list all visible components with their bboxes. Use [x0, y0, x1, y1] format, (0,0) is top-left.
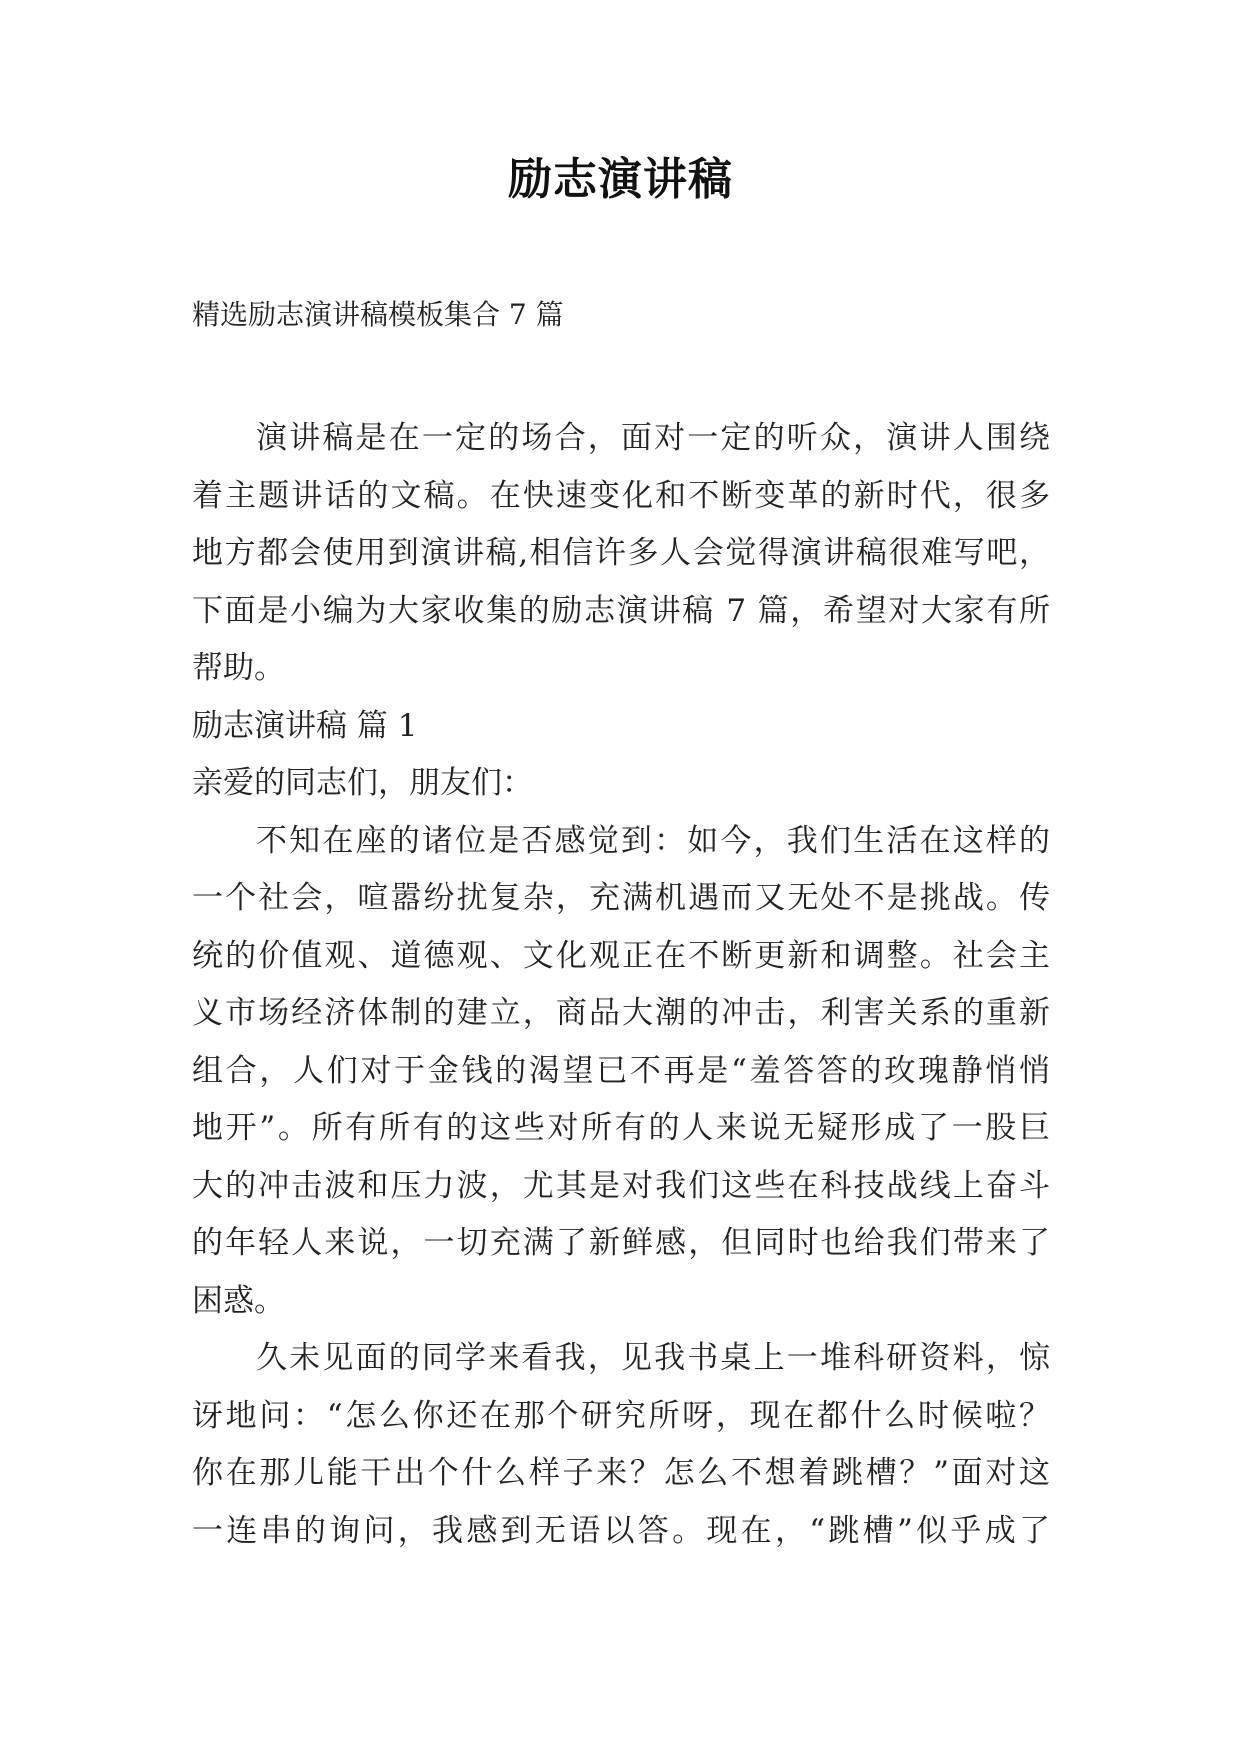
document-body — [192, 410, 1050, 1560]
body-line: 讶地问：“怎么你还在那个研究所呀，现在都什么时候啦？ — [192, 1397, 1050, 1434]
body-line: 着主题讲话的文稿。在快速变化和不断变革的新时代，很多 — [192, 477, 1050, 514]
body-line: 久未见面的同学来看我，见我书桌上一堆科研资料，惊 — [256, 1340, 1050, 1376]
body-line: 的年轻人来说，一切充满了新鲜感，但同时也给我们带来了 — [192, 1225, 1050, 1261]
body-line: 困惑。 — [192, 1282, 285, 1319]
document-title: 励志演讲稿 — [508, 154, 733, 205]
body-line: 不知在座的诸位是否感觉到：如今，我们生活在这样的 — [256, 822, 1050, 859]
body-line: 组合，人们对于金钱的渴望已不再是“羞答答的玫瑰静悄悄 — [192, 1052, 1050, 1089]
body-line: 一个社会，喧嚣纷扰复杂，充满机遇而又无处不是挑战。传 — [192, 880, 1050, 916]
body-line: 下面是小编为大家收集的励志演讲稿 7 篇，希望对大家有所 — [192, 592, 1050, 629]
body-line: 帮助。 — [192, 650, 285, 686]
body-line: 大的冲击波和压力波，尤其是对我们这些在科技战线上奋斗 — [192, 1167, 1050, 1204]
body-line: 义市场经济体制的建立，商品大潮的冲击，利害关系的重新 — [192, 995, 1050, 1031]
body-line: 一连串的询问，我感到无语以答。现在，“跳槽”似乎成了 — [192, 1512, 1050, 1549]
body-line: 统的价值观、道德观、文化观正在不断更新和调整。社会主 — [192, 937, 1050, 974]
body-line: 地方都会使用到演讲稿,相信许多人会觉得演讲稿很难写吧， — [192, 535, 1050, 571]
body-line: 演讲稿是在一定的场合，面对一定的听众，演讲人围绕 — [256, 420, 1050, 456]
body-line: 亲爱的同志们，朋友们： — [192, 765, 533, 801]
body-line: 你在那儿能干出个什么样子来？怎么不想着跳槽？”面对这 — [192, 1455, 1050, 1491]
body-line: 地开”。所有所有的这些对所有的人来说无疑形成了一股巨 — [192, 1110, 1050, 1146]
document-subtitle: 精选励志演讲稿模板集合 7 篇 — [192, 298, 564, 331]
body-line: 励志演讲稿 篇 1 — [192, 707, 418, 744]
